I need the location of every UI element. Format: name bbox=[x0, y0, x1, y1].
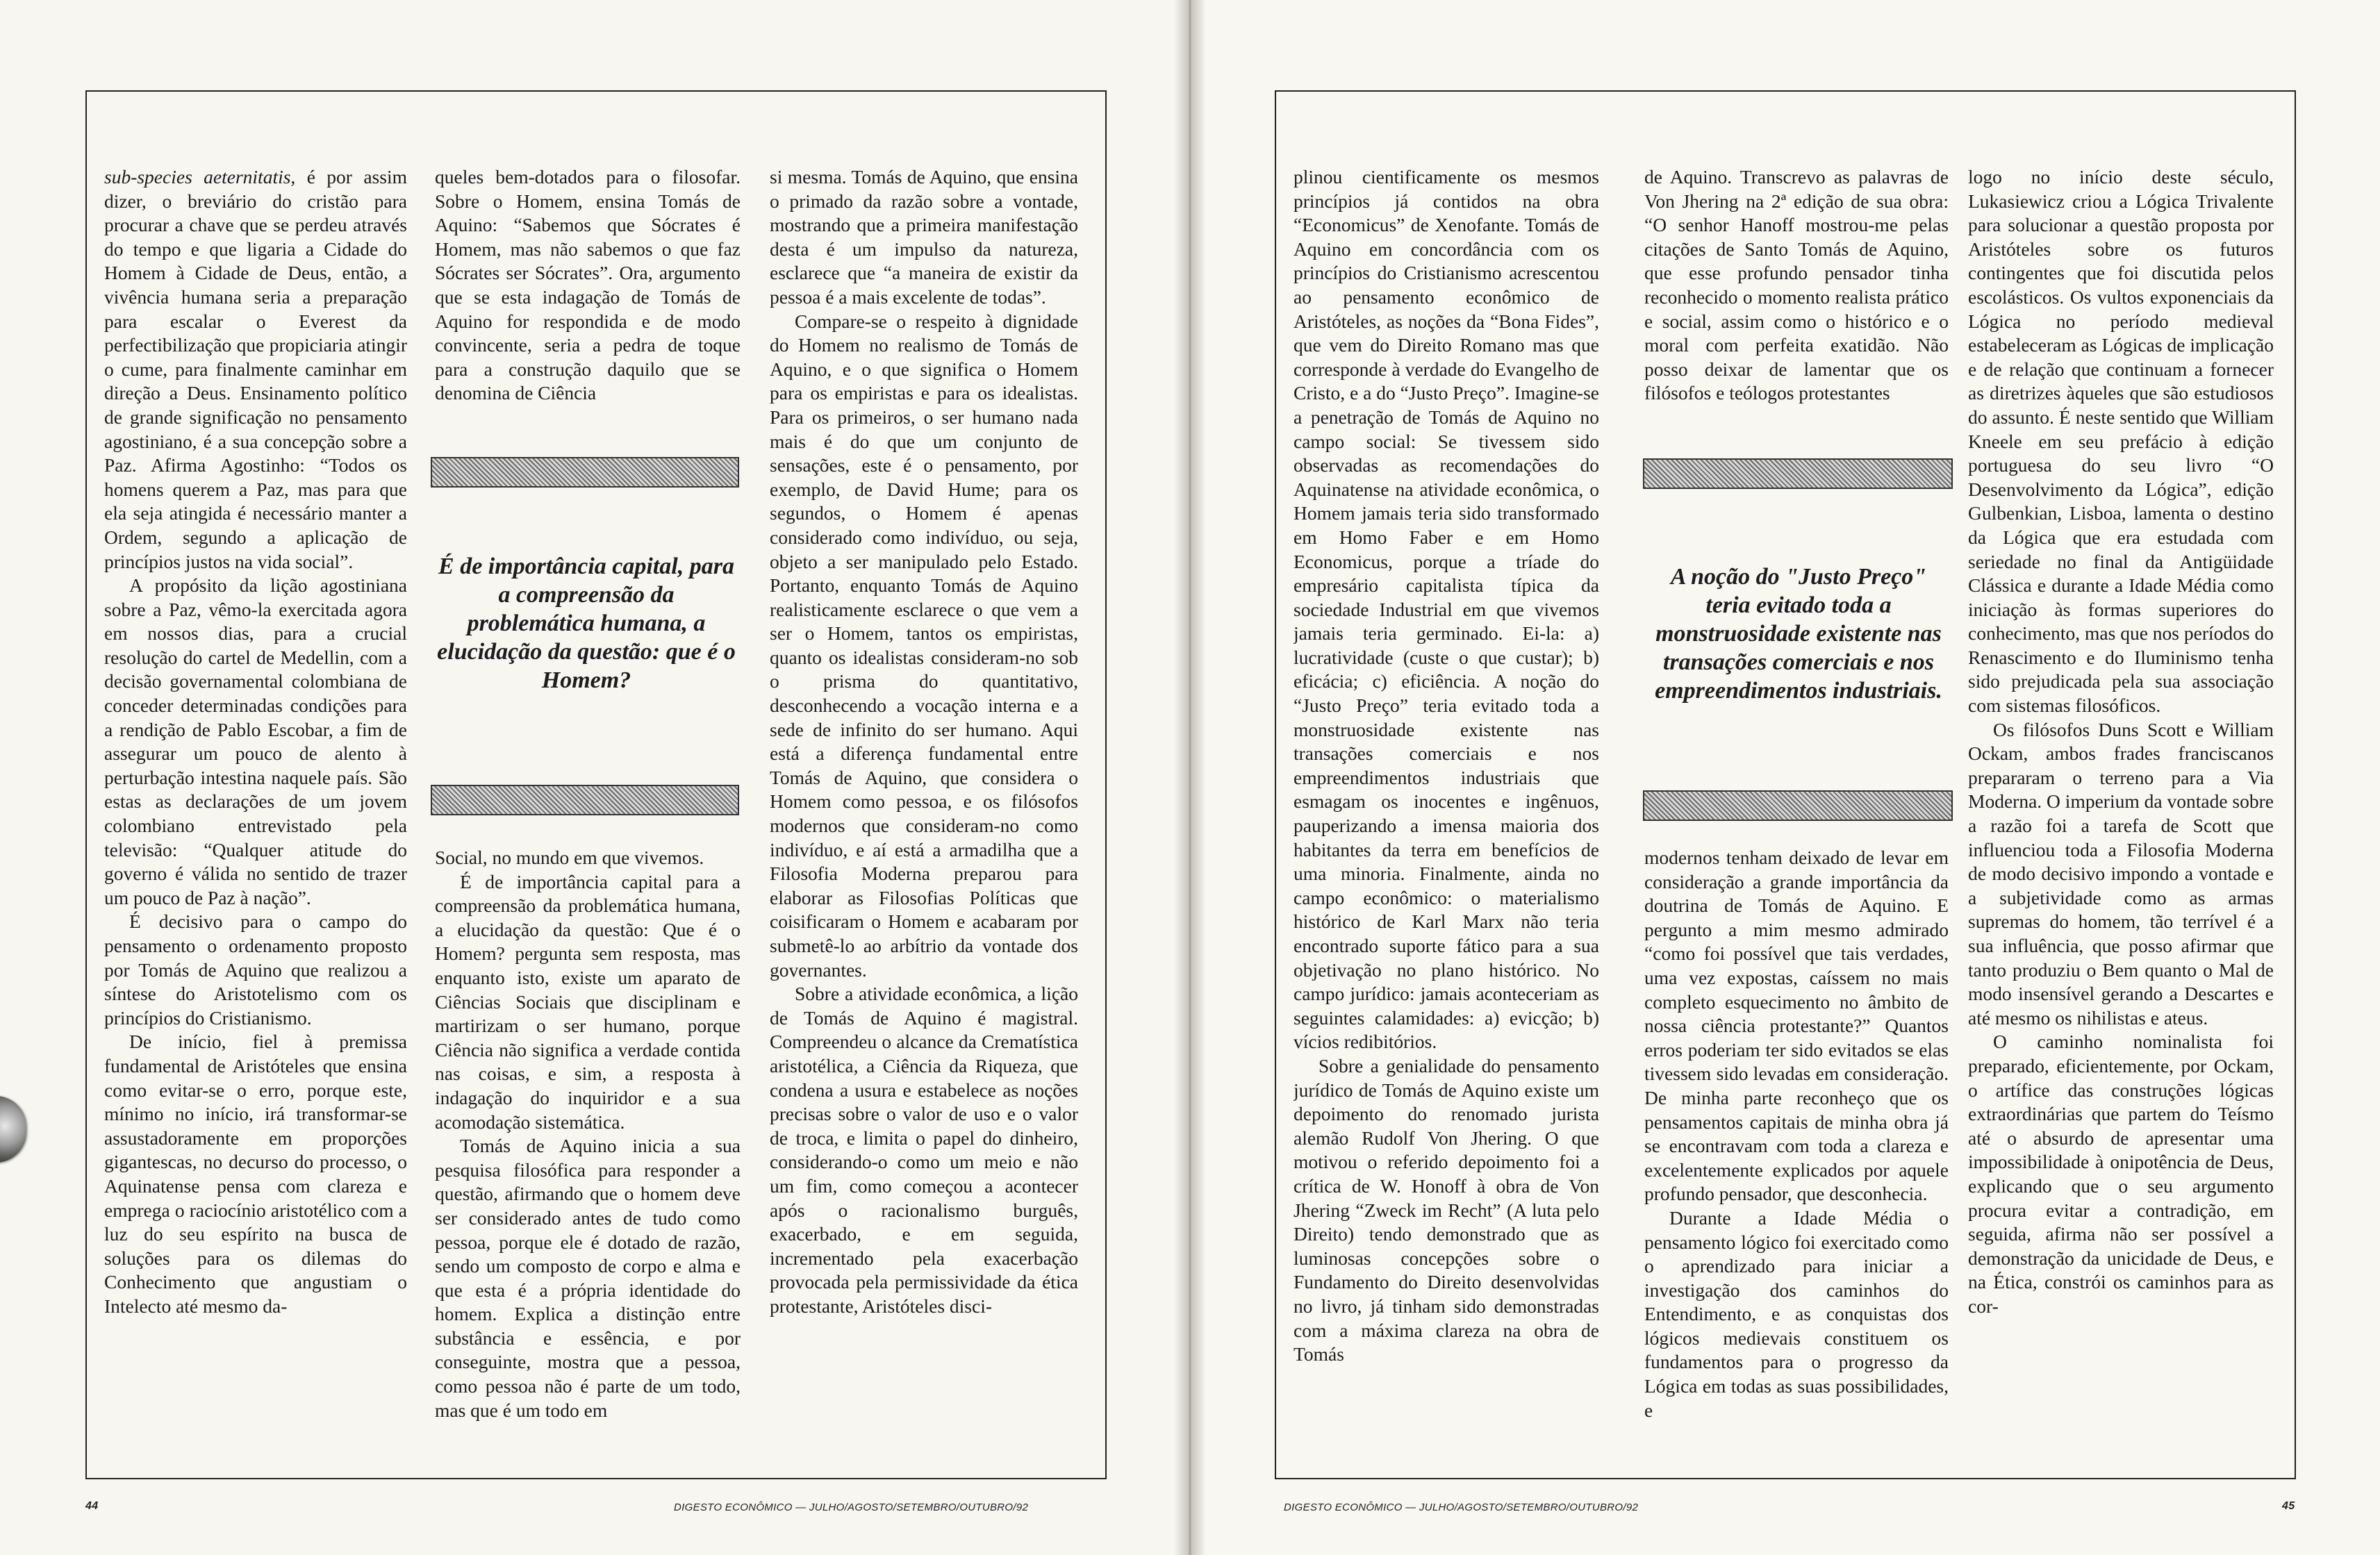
body-paragraph: Durante a Idade Média o pensamento lógico foi exercitado como o aprendizado para iniciar a investigação dos caminhos do Entendimento, e as conquistas dos lógicos medievais constituem os fundamentos para o progresso da Lógica em todas as suas possibilidades, e bbox=[1644, 1206, 1949, 1421]
left-column-2-top bbox=[435, 165, 741, 429]
page-number-right: 45 bbox=[2282, 1500, 2295, 1512]
body-paragraph bbox=[104, 165, 407, 574]
page-number-left: 44 bbox=[85, 1500, 99, 1512]
left-column-1 bbox=[104, 165, 407, 1471]
body-paragraph: Sobre a atividade econômica, a lição de Tomás de Aquino é magistral. Compreendeu o alcance da Crematística aristotélica, a Ciência da Riqueza, que condena a usura e estabelece as noções precisas sobre o valor de uso e o valor de troca, e limita o papel do dinheiro, considerando-o como um meio e não um fim, como começou a acontecer após o racionalismo burguês, exacerbado, e em seguida, incrementado pela exacerbação provocada pela permissividade da ética protestante, Aristóteles disci- bbox=[770, 983, 1078, 1317]
body-paragraph: De início, fiel à premissa fundamental de Aristóteles que ensina como evitar-se o erro, porque este, mínimo no início, irá transformar-se assustadoramente em proporções gigantescas, no decurso do processo, o Aquinatense pensa com clareza e emprega o raciocínio aristotélico com a luz do seu espírito na busca de soluções para os dilemas do Conhecimento que angustiam o Intelecto até mesmo da- bbox=[104, 1031, 407, 1317]
italic-lead: sub-species aeternitatis, bbox=[104, 166, 296, 188]
running-footer-left: DIGESTO ECONÔMICO — JULHO/AGOSTO/SETEMBRO/OUTUBRO/92 bbox=[674, 1502, 1029, 1513]
body-paragraph: É de importância capital para a compreensão da problemática humana, a elucidação da questão: Que é o Homem? pergunta sem resposta, mas enquanto isto, existe um aparato de Ciências Sociais que disciplinam e martirizam o ser humano, porque Ciência não significa a verdade contida nas coisas, e sim, a resposta à indagação do inquiridor e a sua acomodação sistemática. bbox=[435, 870, 741, 1133]
body-paragraph: logo no início deste século, Lukasiewicz criou a Lógica Trivalente para solucionar a questão proposta por Aristóteles sobre os futuros contingentes que foi discutida pelos escolásticos. Os vultos exponenciais da Lógica no período medieval estabeleceram as Lógicas de implicação e de relação que continuam a fornecer as diretrizes àqueles que são estudiosos do assunto. É neste sentido que William Kneele em seu prefácio à edição portuguesa do seu livro “O Desenvolvimento da Lógica”, edição Gulbenkian, Lisboa, lamenta o destino da Lógica que era estudada com seriedade no final da Antigüidade Clássica e durante a Idade Média como iniciação às formas superiores do conhecimento, mas que nos períodos do Renascimento e do Iluminismo tenha sido prejudicada pela sua associação com sistemas filosóficos. bbox=[1968, 166, 2274, 717]
running-footer-right: DIGESTO ECONÔMICO — JULHO/AGOSTO/SETEMBRO/OUTUBRO/92 bbox=[1284, 1502, 1639, 1513]
body-paragraph: A propósito da lição agostiniana sobre a Paz, vêmo-la exercitada agora em nossos dias, para a crucial resolução do cartel de Medellin, com a decisão governamental colombiana de conceder determinadas condições para a rendição de Pablo Escobar, a fim de assegurar um pouco de alento à perturbação intestina naquele país. São estas as declarações de um jovem colombiano entrevistado pela televisão: “Qualquer atitude do governo é válida no sentido de trazer um pouco de Paz à nação”. bbox=[104, 574, 407, 908]
pull-quote: A noção do "Justo Preço" teria evitado toda a monstruosidade existente nas transações comerciais e nos empreendimentos industriais. bbox=[1655, 564, 1942, 704]
body-paragraph: Social, no mundo em que vivemos. bbox=[435, 847, 704, 868]
binder-clip-icon bbox=[0, 1096, 26, 1163]
right-column-2-bottom bbox=[1644, 846, 1949, 1471]
left-column-3 bbox=[770, 165, 1078, 1471]
body-paragraph: Os filósofos Duns Scott e William Ockam, ambos frades franciscanos prepararam o terreno para a Via Moderna. O imperium da vontade sobre a razão foi a tarefa de Scott que influenciou toda a Filosofia Moderna de modo decisivo impondo a vontade e a subjetividade como as armas supremas do homem, tão terrível é a sua influência, que posso afirmar que tanto produziu o Bem quanto o Mal de modo insensível gerando a Descartes e até mesmo os nihilistas e ateus. bbox=[1968, 718, 2274, 1029]
body-paragraph: Sobre a genialidade do pensamento jurídico de Tomás de Aquino existe um depoimento do renomado jurista alemão Rudolf Von Jhering. O que motivou o referido depoimento foi a crítica de W. Honoff à obra de Von Jhering “Zweck im Recht” (A luta pelo Direito) tendo demonstrado que as luminosas concepções sobre o Fundamento do Direito desenvolvidas no livro, já tinham sido demonstradas com a máxima clareza na obra de Tomás bbox=[1294, 1054, 1599, 1365]
left-column-2-bottom bbox=[435, 846, 741, 1471]
body-paragraph: modernos tenham deixado de levar em consideração a grande importância da doutrina de Tomás de Aquino. E pergunto a mim mesmo admirado “como foi possível que tais verdades, uma vez expostas, caíssem no mais completo esquecimento no âmbito de nossa ciência protestante?” Quantos erros poderiam ter sido evitados se elas tivessem sido levadas em consideração. De minha parte reconheço que os pensamentos capitais de minha obra já se encontravam com toda a clareza e excelentemente explicados por aquele profundo pensador, que desconhecia. bbox=[1644, 847, 1949, 1205]
body-paragraph: si mesma. Tomás de Aquino, que ensina o primado da razão sobre a vontade, mostrando que a primeira manifestação desta é um impulso da natureza, esclarece que “a maneira de existir da pessoa é a mais excelente de todas”. bbox=[770, 166, 1078, 308]
paragraph-text: é por assim dizer, o breviário do cristão para procurar a chave que se perdeu através do tempo e que ligaria a Cidade do Homem à Cidade de Deus, então, a vivência humana seria a preparação para escalar o Everest da perfectibilização que propiciaria atingir o cume, para finalmente caminhar em direção a Deus. Ensinamento político de grande significação no pensamento agostiniano, é a sua concepção sobre a Paz. Afirma Agostinho: “Todos os homens querem a Paz, mas para que ela seja atingida é necessário manter a Ordem, segundo a aplicação de princípios justos na vida social”. bbox=[104, 166, 407, 572]
body-paragraph: de Aquino. Transcrevo as palavras de Von Jhering na 2ª edição de sua obra: “O senhor Hanoff mostrou-me pelas citações de Santo Tomás de Aquino, que esse profundo pensador tinha reconhecido o momento realista prático e social, assim como o histórico e o moral com perfeita exatidão. Não posso deixar de lamentar que os filósofos e teólogos protestantes bbox=[1644, 166, 1949, 404]
body-paragraph: queles bem-dotados para o filosofar. Sobre o Homem, ensina Tomás de Aquino: “Sabemos que Sócrates é Homem, mas não sabemos o que faz Sócrates ser Sócrates”. Ora, argumento que se esta indagação de Tomás de Aquino for respondida e de modo convincente, seria a pedra de toque para a construção daquilo que se denomina de Ciência bbox=[435, 166, 741, 404]
right-column-2-top bbox=[1644, 165, 1949, 443]
body-paragraph: É decisivo para o campo do pensamento o ordenamento proposto por Tomás de Aquino que realizou a síntese do Aristotelismo com os princípios do Cristianismo. bbox=[104, 910, 407, 1029]
body-paragraph: O caminho nominalista foi preparado, eficientemente, por Ockam, o artífice das construções lógicas extraordinárias que partem do Teísmo até o absurdo de apresentar uma impossibilidade à onipotência de Deus, explicando que o seu argumento procura evitar a contradição, em seguida, afirma não ser possível a demonstração da unicidade de Deus, e na Ética, constrói os caminhos para as cor- bbox=[1968, 1031, 2274, 1317]
right-column-1 bbox=[1294, 165, 1599, 1471]
pullquote-rule-top bbox=[431, 457, 739, 488]
right-column-3 bbox=[1968, 165, 2274, 1471]
body-paragraph: plinou cientificamente os mesmos princípios já contidos na obra “Economicus” de Xenofante. Tomás de Aquino em concordância com os princípios do Cristianismo acrescentou ao pensamento econômico de Aristóteles, as noções da “Bona Fides”, que vem do Direito Romano mas que corresponde à verdade do Evangelho de Cristo, e a do “Justo Preço”. Imagine-se a penetração de Tomás de Aquino no campo social: Se tivessem sido observadas as recomendações do Aquinatense na atividade econômica, o Homem jamais teria sido transformado em Homo Faber e em Homo Economicus, porque a tríade do empresário capitalista típica da sociedade Industrial em que vivemos jamais teria germinado. Ei-la: a) lucratividade (custe o que custar); b) eficácia; c) eficiência. A noção do “Justo Preço” teria evitado toda a monstruosidade existente nas transações comerciais e nos empreendimentos industriais que esmagam os inocentes e ingênuos, pauperizando a imensa maioria dos habitantes da terra em benefícios de uma minoria. Finalmente, ainda no campo econômico: o materialismo histórico de Karl Marx não teria encontrado suporte fático para a sua objetivação no plano histórico. No campo jurídico: jamais aconteceriam as seguintes calamidades: a) evicção; b) vícios redibitórios. bbox=[1294, 166, 1599, 1053]
pullquote-rule-top bbox=[1643, 458, 1953, 489]
book-spine bbox=[1174, 0, 1206, 1555]
pull-quote: É de importância capital, para a compreensão da problemática humana, a elucidação da questão: que é o Homem? bbox=[437, 554, 736, 693]
right-page bbox=[1190, 0, 2380, 1555]
body-paragraph: Tomás de Aquino inicia a sua pesquisa filosófica para responder a questão, afirmando que o homem deve ser considerado antes de tudo como pessoa, porque ele é dotado de razão, sendo um composto de corpo e alma e que esta é a própria identidade do homem. Explica a distinção entre substância e essência, e por conseguinte, mostra que a pessoa, como pessoa não é parte de um todo, mas que é um todo em bbox=[435, 1135, 741, 1421]
body-paragraph: Compare-se o respeito à dignidade do Homem no realismo de Tomás de Aquino, e o que significa o Homem para os empiristas e para os idealistas. Para os primeiros, o ser humano nada mais é do que um conjunto de sensações, este é o pensamento, por exemplo, de David Hume; para os segundos, o Homem é apenas considerado como indivíduo, ou seja, objeto a ser manipulado pelo Estado. Portanto, enquanto Tomás de Aquino realisticamente esclarece o que vem a ser o Homem, tantos os empiristas, quanto os idealistas consideram-no sob o prisma do quantitativo, desconhecendo a vocação interna e a sede de infinito do ser humano. Aqui está a diferença fundamental entre Tomás de Aquino, que considera o Homem como pessoa, e os filósofos modernos que consideram-no como indivíduo, e aí está a armadilha que a Filosofia Moderna preparou para elaborar as Filosofias Políticas que coisificaram o Homem e acabaram por submetê-lo ao arbítrio da vontade dos governantes. bbox=[770, 310, 1078, 981]
pullquote-rule-bottom bbox=[431, 785, 739, 815]
pullquote-rule-bottom bbox=[1643, 790, 1953, 821]
